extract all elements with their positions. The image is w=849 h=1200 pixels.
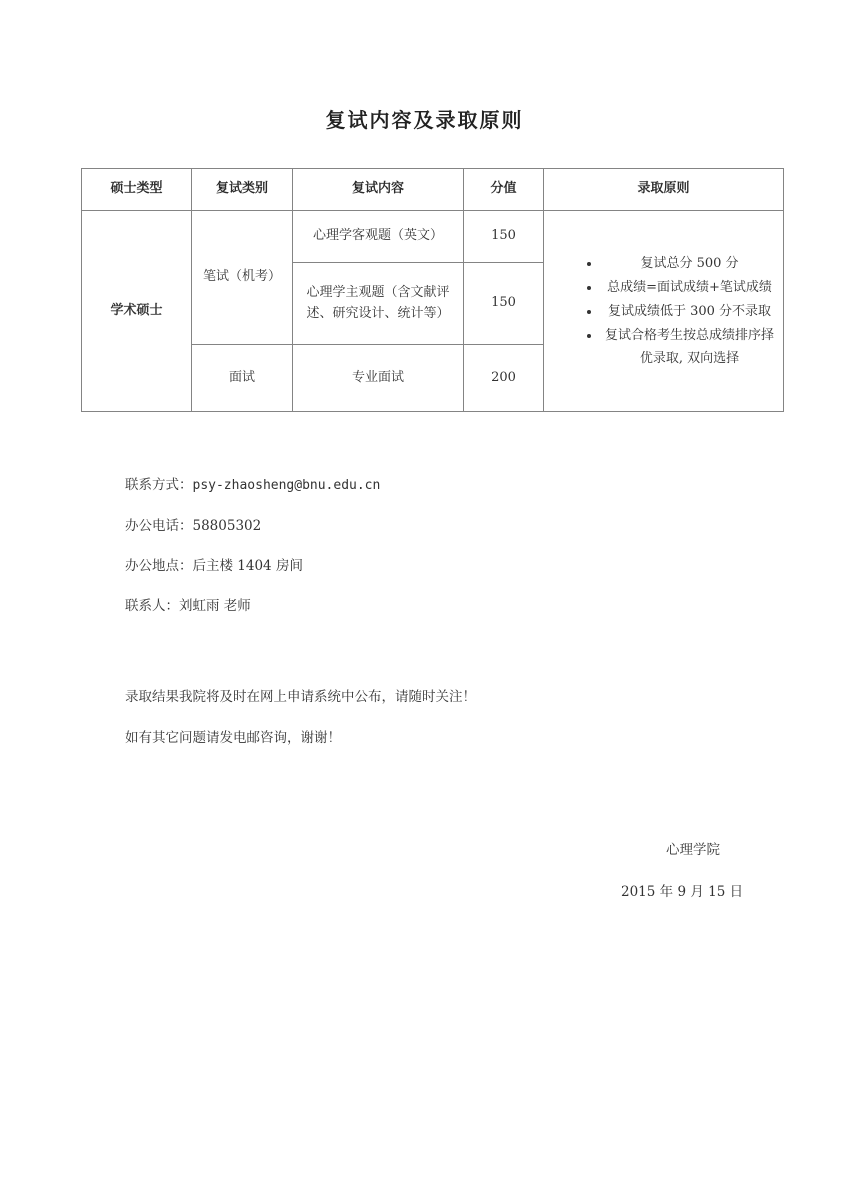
contact-block [125, 477, 380, 638]
cell-objective-score: 150 [464, 211, 544, 263]
note-result-announcement: 录取结果我院将及时在网上申请系统中公布，请随时关注！ [125, 689, 476, 705]
contact-email-value: psy-zhaosheng@bnu.edu.cn [192, 478, 381, 493]
col-header-retest-category: 复试类别 [192, 169, 293, 211]
cell-written-category: 笔试（机考） [192, 211, 293, 345]
signature-date: 2015 年 9 月 15 日 [621, 884, 744, 900]
signature-school: 心理学院 [666, 842, 720, 858]
principle-item: • 复试合格考生按总成绩排序择优录取, 双向选择 [601, 324, 778, 370]
contact-line-address [125, 558, 380, 574]
cell-admission-principles [544, 211, 784, 412]
contact-address-value: 后主楼 1404 房间 [192, 558, 303, 574]
notes-block [125, 689, 476, 771]
table-row [82, 211, 784, 263]
principle-item: • 复试总分 500 分 [601, 252, 778, 275]
admission-principles-list [549, 252, 778, 371]
cell-interview-content: 专业面试 [293, 345, 464, 412]
contact-line-person [125, 598, 380, 614]
cell-interview-score: 200 [464, 345, 544, 412]
contact-line-phone [125, 518, 380, 534]
principle-item: • 总成绩=面试成绩+笔试成绩 [601, 276, 778, 299]
table-header-row [82, 169, 784, 211]
contact-person-value: 刘虹雨 老师 [179, 598, 251, 614]
cell-interview-category: 面试 [192, 345, 293, 412]
contact-line-email [125, 477, 380, 494]
contact-phone-label: 办公电话： [125, 518, 193, 534]
cell-subjective-content: 心理学主观题（含文献评述、研究设计、统计等） [293, 263, 464, 345]
cell-master-type: 学术硕士 [82, 211, 192, 412]
cell-subjective-score: 150 [464, 263, 544, 345]
contact-person-label: 联系人： [125, 598, 179, 614]
cell-objective-content: 心理学客观题（英文） [293, 211, 464, 263]
page-title: 复试内容及录取原则 [325, 108, 524, 132]
contact-phone-value: 58805302 [192, 518, 262, 534]
col-header-master-type: 硕士类型 [82, 169, 192, 211]
contact-address-label: 办公地点： [125, 558, 193, 574]
note-other-questions: 如有其它问题请发电邮咨询，谢谢！ [125, 730, 341, 746]
exam-table [81, 168, 784, 412]
principle-item: • 复试成绩低于 300 分不录取 [601, 300, 778, 323]
contact-email-label: 联系方式： [125, 477, 193, 493]
col-header-score: 分值 [464, 169, 544, 211]
col-header-admission-principles: 录取原则 [544, 169, 784, 211]
col-header-retest-content: 复试内容 [293, 169, 464, 211]
